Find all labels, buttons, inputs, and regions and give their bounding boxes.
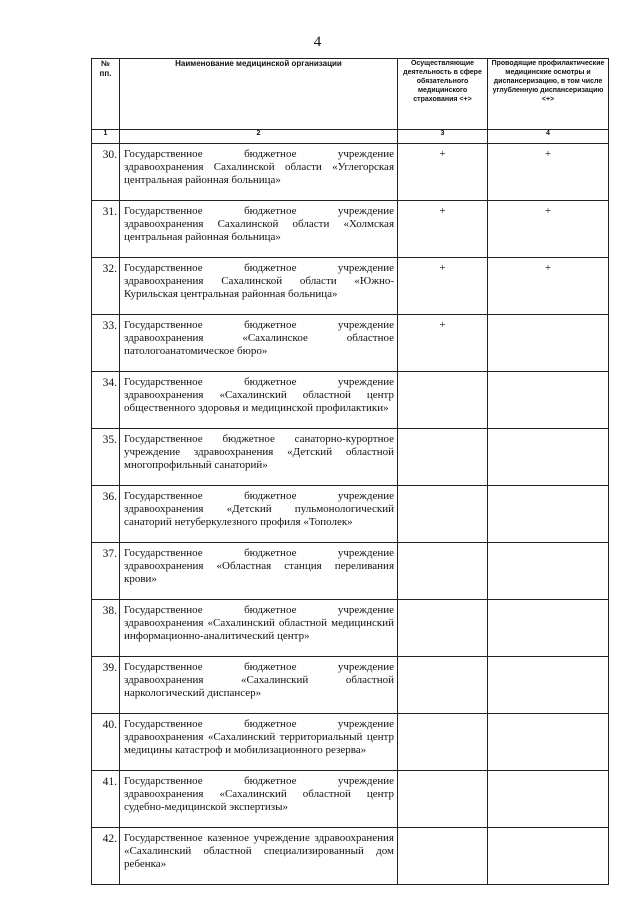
oms-mark: [398, 372, 488, 429]
table-header-row: [92, 59, 609, 130]
oms-mark: +: [398, 315, 488, 372]
row-number: 37.: [92, 543, 120, 600]
organization-name: Государственное бюджетное учреждение здравоохранения «Сахалинское областное патологоанатомическое бюро»: [120, 315, 398, 372]
oms-mark: [398, 657, 488, 714]
row-number: 42.: [92, 828, 120, 885]
dispensary-mark: [488, 543, 609, 600]
page-number: 4: [313, 34, 322, 50]
organization-name: Государственное бюджетное учреждение здравоохранения «Областная станция переливания крови»: [120, 543, 398, 600]
oms-mark: [398, 828, 488, 885]
organization-name: Государственное бюджетное санаторно-курортное учреждение здравоохранения «Детский областной многопрофильный санаторий»: [120, 429, 398, 486]
dispensary-mark: [488, 600, 609, 657]
organization-name: Государственное бюджетное учреждение здравоохранения Сахалинской области «Холмская центральная районная больница»: [120, 201, 398, 258]
row-number: 41.: [92, 771, 120, 828]
organization-name: Государственное бюджетное учреждение здравоохранения «Сахалинский областной центр судебно-медицинской экспертизы»: [120, 771, 398, 828]
header-oms: Осуществляющие деятельность в сфере обязательного медицинского страхования <+>: [398, 59, 488, 130]
dispensary-mark: +: [488, 144, 609, 201]
header-organization-name: Наименование медицинской организации: [120, 59, 398, 130]
table-row: [92, 258, 609, 315]
row-number: 40.: [92, 714, 120, 771]
table-row: [92, 714, 609, 771]
header-number: № пп.: [92, 59, 120, 130]
organizations-table: [91, 58, 609, 885]
row-number: 35.: [92, 429, 120, 486]
organization-name: Государственное бюджетное учреждение здравоохранения Сахалинской области «Южно-Курильская центральная районная больница»: [120, 258, 398, 315]
table-row: [92, 315, 609, 372]
oms-mark: [398, 714, 488, 771]
row-number: 34.: [92, 372, 120, 429]
column-number: 4: [488, 130, 609, 144]
dispensary-mark: [488, 771, 609, 828]
oms-mark: [398, 429, 488, 486]
oms-mark: +: [398, 258, 488, 315]
oms-mark: [398, 543, 488, 600]
dispensary-mark: [488, 657, 609, 714]
row-number: 31.: [92, 201, 120, 258]
dispensary-mark: [488, 315, 609, 372]
row-number: 32.: [92, 258, 120, 315]
dispensary-mark: [488, 486, 609, 543]
dispensary-mark: +: [488, 258, 609, 315]
dispensary-mark: [488, 714, 609, 771]
dispensary-mark: [488, 429, 609, 486]
column-number-row: [92, 130, 609, 144]
oms-mark: [398, 600, 488, 657]
header-dispensary: Проводящие профилактические медицинские осмотры и диспансеризацию, в том числе углубленную диспансеризацию <+>: [488, 59, 609, 130]
table-row: [92, 828, 609, 885]
column-number: 1: [92, 130, 120, 144]
organization-name: Государственное бюджетное учреждение здравоохранения «Сахалинский областной центр общественного здоровья и медицинской профилактики»: [120, 372, 398, 429]
table-row: [92, 372, 609, 429]
table-row: [92, 429, 609, 486]
column-number: 2: [120, 130, 398, 144]
organization-name: Государственное бюджетное учреждение здравоохранения «Сахалинский областной медицинский информационно-аналитический центр»: [120, 600, 398, 657]
organization-name: Государственное бюджетное учреждение здравоохранения Сахалинской области «Углегорская центральная районная больница»: [120, 144, 398, 201]
oms-mark: +: [398, 144, 488, 201]
organization-name: Государственное казенное учреждение здравоохранения «Сахалинский областной специализированный дом ребенка»: [120, 828, 398, 885]
table-row: [92, 600, 609, 657]
oms-mark: [398, 486, 488, 543]
column-number: 3: [398, 130, 488, 144]
oms-mark: +: [398, 201, 488, 258]
table-row: [92, 201, 609, 258]
row-number: 33.: [92, 315, 120, 372]
table-row: [92, 144, 609, 201]
dispensary-mark: +: [488, 201, 609, 258]
table-row: [92, 771, 609, 828]
table-row: [92, 543, 609, 600]
organization-name: Государственное бюджетное учреждение здравоохранения «Сахалинский территориальный центр медицины катастроф и мобилизационного резерва»: [120, 714, 398, 771]
table-row: [92, 657, 609, 714]
row-number: 39.: [92, 657, 120, 714]
organization-name: Государственное бюджетное учреждение здравоохранения «Детский пульмонологический санаторий нетуберкулезного профиля «Тополек»: [120, 486, 398, 543]
dispensary-mark: [488, 372, 609, 429]
organization-name: Государственное бюджетное учреждение здравоохранения «Сахалинский областной наркологический диспансер»: [120, 657, 398, 714]
row-number: 30.: [92, 144, 120, 201]
dispensary-mark: [488, 828, 609, 885]
row-number: 38.: [92, 600, 120, 657]
oms-mark: [398, 771, 488, 828]
table-row: [92, 486, 609, 543]
row-number: 36.: [92, 486, 120, 543]
